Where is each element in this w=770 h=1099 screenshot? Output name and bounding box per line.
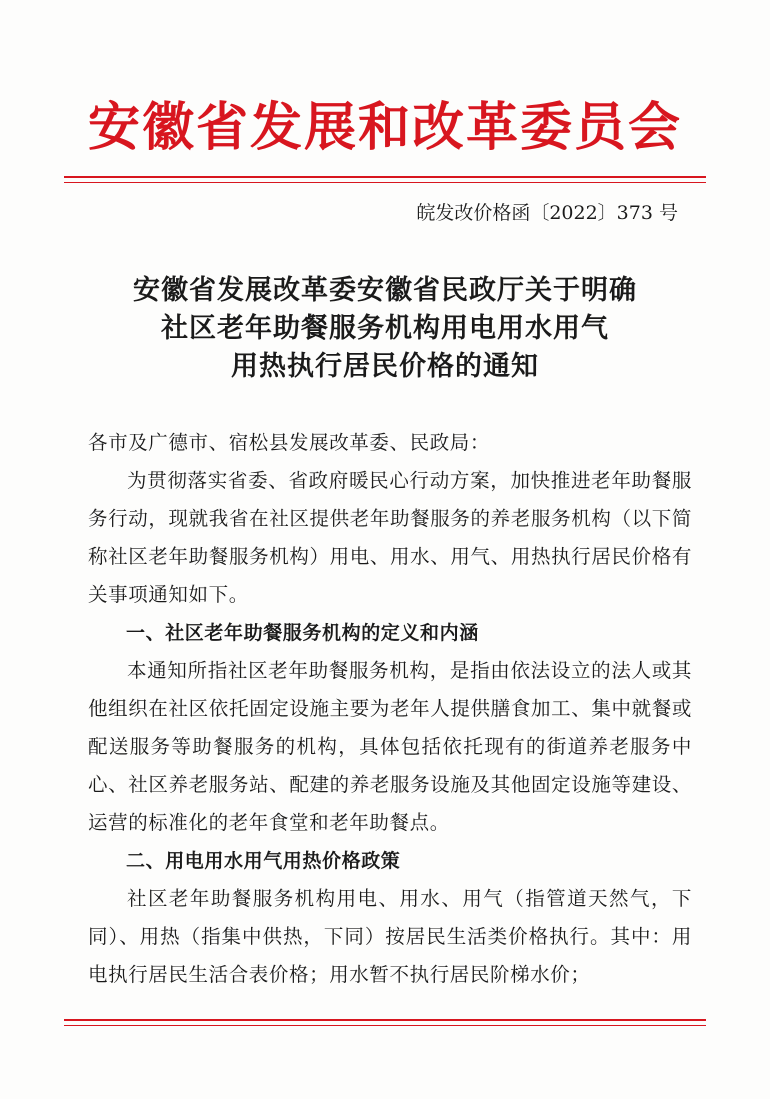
document-title-line: 安徽省发展改革委安徽省民政厅关于明确 [133,275,637,306]
section-heading: 一、社区老年助餐服务机构的定义和内涵 [126,622,479,644]
salutation: 各市及广德市、宿松县发展改革委、民政局： [88,431,491,454]
section-heading: 二、用电用水用气用热价格政策 [126,850,401,872]
footer-red-rule-thick [64,1019,706,1021]
document-body [88,424,692,994]
document-title-line: 用热执行居民价格的通知 [231,351,539,382]
body-paragraph: 本通知所指社区老年助餐服务机构，是指由依法设立的法人或其他组织在社区依托固定设施主要为老年人提供膳食加工、集中就餐或配送服务等助餐服务的机构，具体包括依托现有的街道养老服务中心、社区养老服务站、配建的养老服务设施及其他固定设施等建设、运营的标准化的老年食堂和老年助餐点。 [88,659,692,834]
document-title-line: 社区老年助餐服务机构用电用水用气 [161,313,609,344]
body-paragraph: 为贯彻落实省委、省政府暖民心行动方案，加快推进老年助餐服务行动，现就我省在社区提供老年助餐服务的养老服务机构（以下简称社区老年助餐服务机构）用电、用水、用气、用热执行居民价格有关事项通知如下。 [88,469,692,606]
footer-red-rule-thin [64,1025,706,1026]
body-paragraph: 社区老年助餐服务机构用电、用水、用气（指管道天然气，下同）、用热（指集中供热，下同）按居民生活类价格执行。其中：用电执行居民生活合表价格；用水暂不执行居民阶梯水价； [88,887,692,986]
header-red-rule-thick [64,176,706,178]
header-red-rule-thin [64,182,706,183]
document-title [70,272,700,386]
document-number: 皖发改价格函〔2022〕373 号 [416,202,678,224]
org-header-title: 安徽省发展和改革委员会 [87,97,682,158]
